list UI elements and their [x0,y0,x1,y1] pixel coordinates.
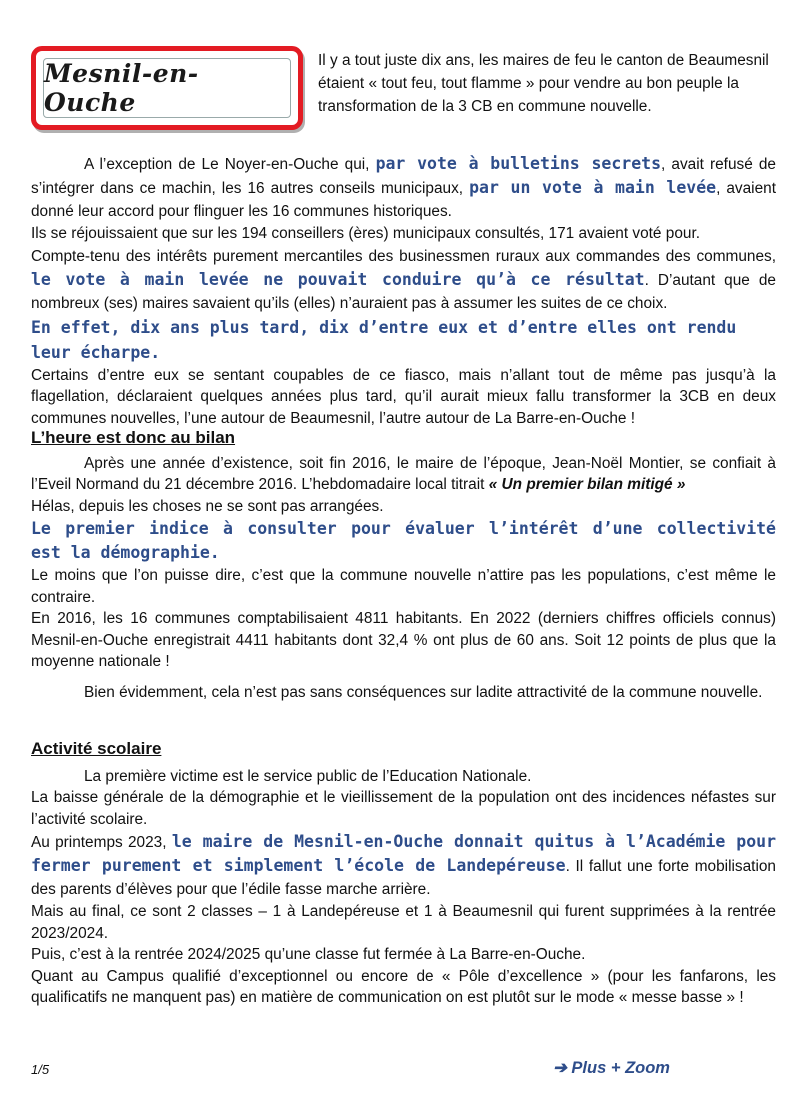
section-scolaire [31,738,776,1009]
arrow-right-icon: ➔ [553,1059,567,1077]
paragraph-vote: A l’exception de Le Noyer-en-Ouche qui, par vote à bulletins secrets, avait refusé de s’intégrer dans ce machin, les 16 autres conseils municipaux, par un vote à main levée, avaient donné leur accord pour flinguer les 16 communes historiques. [31,154,776,220]
logo [31,46,303,130]
paragraph-population: Le moins que l’on puisse dire, c’est que la commune nouvelle n’attire pas les populations, c’est même le contraire. [31,567,776,606]
logo-text: Mesnil-en-Ouche [44,59,199,117]
intro-paragraph: Il y a tout juste dix ans, les maires de feu le canton de Beaumesnil étaient « tout feu, tout flamme » pour vendre au bon peuple la transformation de la 3 CB en commune nouvelle. [318,52,769,115]
paragraph-landepereuse: Au printemps 2023, le maire de Mesnil-en-Ouche donnait quitus à l’Académie pour fermer purement et simplement l’école de Landepéreuse. Il fallut une forte mobilisation des parents d’élèves pour que l’édile fasse marche arrière. [31,832,777,898]
section-title-scolaire: Activité scolaire [31,739,162,758]
highlight-resignations: En effet, dix ans plus tard, dix d’entre eux et d’entre elles ont rendu leur écharpe. [31,317,737,362]
paragraph-inhabitants: En 2016, les 16 communes comptabilisaient 4811 habitants. En 2022 (derniers chiffres officiels connus) Mesnil-en-Ouche enregistrait 4411 habitants dont 32,4 % ont plus de 60 ans. Soit 12 points de plus que la moyenne nationale ! [31,610,776,670]
highlight-secret-vote: par vote à bulletins secrets [375,154,662,173]
paragraph-eveil: Après une année d’existence, soit fin 2016, le maire de l’époque, Jean-Noël Montier, se confiait à l’Eveil Normand du 21 décembre 2016. L’hebdomadaire local titrait « Un premier bilan mitigé » [31,454,776,493]
paragraph-classes: Mais au final, ce sont 2 classes – 1 à Landepéreuse et 1 à Beaumesnil qui furent supprimées à la rentrée 2023/2024. [31,903,776,942]
paragraph-mercantile: Compte-tenu des intérêts purement mercantiles des businessmen ruraux aux commandes des communes, le vote à main levée ne pouvait conduire qu’à ce résultat. D’autant que de nombreux (ses) maires savaient qu’ils (elles) n’auraient pas à assumer les suites de ce choix. [31,247,776,312]
paragraph-attractivity: Bien évidemment, cela n’est pas sans conséquences sur ladite attractivité de la commune nouvelle. [84,683,763,701]
opening-section [31,152,776,429]
zoom-link-label: Plus + Zoom [571,1059,670,1077]
paragraph-helas: Hélas, depuis les choses ne se sont pas arrangées. [31,497,384,515]
logo-frame [43,58,291,118]
zoom-link[interactable] [553,1058,670,1078]
highlight-result: le vote à main levée ne pouvait conduire qu’à ce résultat [31,269,645,289]
highlight-hand-vote: par un vote à main levée [469,178,717,197]
section-title-bilan: L’heure est donc au bilan [31,428,236,447]
paragraph-campus: Quant au Campus qualifié d’exceptionnel ou encore de « Pôle d’excellence » (pour les fanfarons, les qualificatifs ne manquent pas) en matière de communication on est plutôt sur le mode « messe basse » ! [31,967,776,1006]
highlight-demography: Le premier indice à consulter pour évaluer l’intérêt d’une collectivité est la démographie. [31,519,776,562]
paragraph-councillors: Ils se réjouissaient que sur les 194 conseillers (ères) municipaux consultés, 171 avaient voté pour. [31,225,700,242]
page-number: 1/5 [31,1062,50,1077]
highlight-school-closure: le maire de Mesnil-en-Ouche donnait quitus à l’Académie pour fermer purement et simplement l’école de Landepéreuse [31,832,777,875]
paragraph-decline: La baisse générale de la démographie et le vieillissement de la population ont des incidences néfastes sur l’activité scolaire. [31,789,776,828]
section-bilan [31,427,776,703]
paragraph-barre: Puis, c’est à la rentrée 2024/2025 qu’une classe fut fermée à La Barre-en-Ouche. [31,946,586,963]
paragraph-fiasco: Certains d’entre eux se sentant coupables de ce fiasco, mais n’allant tout de même pas jusqu’à la flagellation, déclaraient quelques années plus tard, qu’il aurait mieux fallu transformer la 3CB en deux communes nouvelles, l’une autour de Beaumesnil, l’autre autour de La Barre-en-Ouche ! [31,366,776,427]
newspaper-headline: « Un premier bilan mitigé » [488,476,686,493]
paragraph-education: La première victime est le service public de l’Education Nationale. [84,767,532,785]
